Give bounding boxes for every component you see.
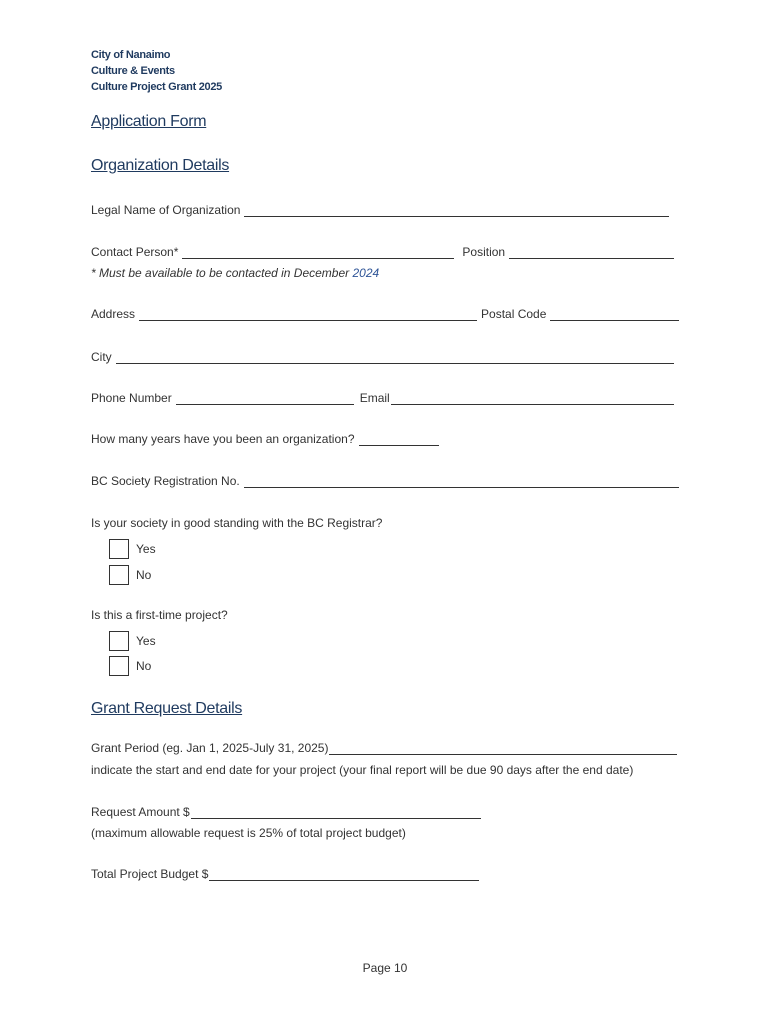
request-amount-row	[91, 805, 481, 819]
grant-period-label: Grant Period (eg. Jan 1, 2025-July 31, 2025)	[91, 741, 329, 755]
section-organization-details: Organization Details	[91, 157, 230, 174]
postal-code-label: Postal Code	[481, 307, 547, 321]
first-time-option-yes[interactable]	[109, 631, 156, 651]
address-row	[91, 307, 679, 321]
total-budget-label: Total Project Budget $	[91, 867, 209, 881]
bc-registration-row	[91, 474, 679, 488]
bc-registration-field[interactable]	[244, 475, 679, 488]
first-time-yes-label: Yes	[136, 634, 156, 648]
standing-no-label: No	[136, 568, 152, 582]
phone-field[interactable]	[176, 392, 354, 405]
years-field[interactable]	[359, 433, 439, 446]
contact-note	[91, 266, 379, 280]
years-row	[91, 432, 439, 446]
standing-yes-checkbox[interactable]	[109, 539, 129, 559]
form-title: Application Form	[91, 113, 207, 130]
header-city: City of Nanaimo	[91, 49, 171, 61]
email-label: Email	[359, 391, 390, 405]
header-department: Culture & Events	[91, 65, 175, 77]
first-time-yes-checkbox[interactable]	[109, 631, 129, 651]
position-field[interactable]	[509, 246, 674, 259]
first-time-no-label: No	[136, 659, 152, 673]
grant-period-row	[91, 741, 677, 755]
standing-option-yes[interactable]	[109, 539, 156, 559]
postal-code-field[interactable]	[550, 308, 679, 321]
position-label: Position	[462, 245, 506, 259]
legal-name-row	[91, 203, 669, 217]
legal-name-label: Legal Name of Organization	[91, 203, 241, 217]
contact-person-label: Contact Person*	[91, 245, 179, 259]
total-budget-field[interactable]	[209, 868, 479, 881]
grant-period-field[interactable]	[329, 742, 677, 755]
standing-question: Is your society in good standing with the BC Registrar?	[91, 516, 383, 530]
city-label: City	[91, 350, 112, 364]
standing-no-checkbox[interactable]	[109, 565, 129, 585]
years-label: How many years have you been an organization?	[91, 432, 355, 446]
request-amount-field[interactable]	[191, 806, 481, 819]
header-grant-name: Culture Project Grant 2025	[91, 81, 222, 93]
contact-note-text: * Must be available to be contacted in December	[91, 266, 350, 280]
contact-person-field[interactable]	[182, 246, 454, 259]
contact-note-year: 2024	[352, 266, 380, 280]
legal-name-field[interactable]	[244, 204, 669, 217]
document-header	[91, 47, 222, 95]
section-grant-request-details: Grant Request Details	[91, 700, 243, 717]
phone-label: Phone Number	[91, 391, 172, 405]
request-amount-note: (maximum allowable request is 25% of total project budget)	[91, 826, 406, 840]
phone-email-row	[91, 391, 674, 405]
first-time-option-no[interactable]	[109, 656, 151, 676]
first-time-no-checkbox[interactable]	[109, 656, 129, 676]
city-row	[91, 350, 674, 364]
request-amount-label: Request Amount $	[91, 805, 190, 819]
page-number: Page 10	[362, 961, 408, 975]
total-budget-row	[91, 867, 479, 881]
contact-row	[91, 245, 674, 259]
grant-period-note: indicate the start and end date for your project (your final report will be due 90 days after the end date)	[91, 763, 634, 777]
first-time-question: Is this a first-time project?	[91, 608, 228, 622]
address-field[interactable]	[139, 308, 477, 321]
standing-yes-label: Yes	[136, 542, 156, 556]
city-field[interactable]	[116, 351, 674, 364]
address-label: Address	[91, 307, 136, 321]
bc-registration-label: BC Society Registration No.	[91, 474, 240, 488]
standing-option-no[interactable]	[109, 565, 151, 585]
email-field[interactable]	[391, 392, 674, 405]
